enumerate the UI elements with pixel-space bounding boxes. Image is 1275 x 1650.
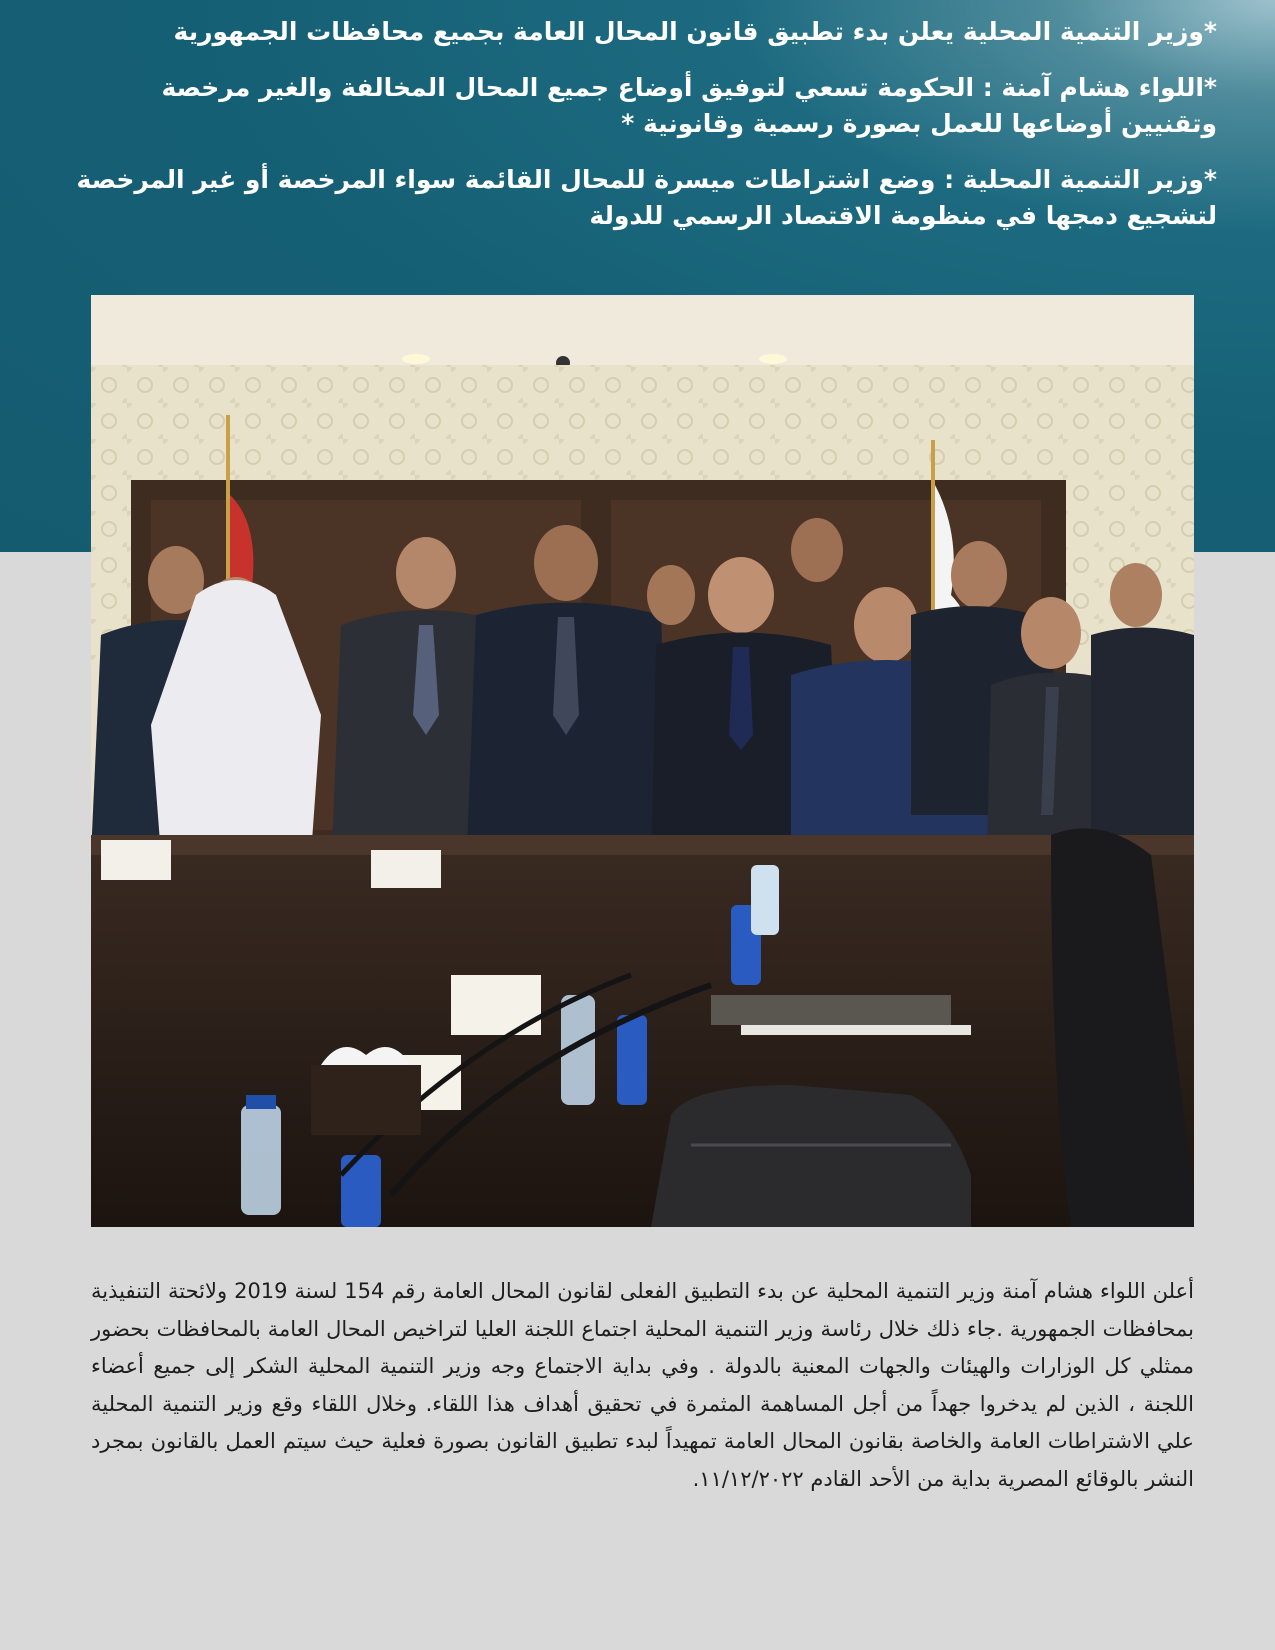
headline-1: *وزير التنمية المحلية يعلن بدء تطبيق قانون المحال العامة بجميع محافظات الجمهورية <box>173 17 1217 46</box>
headlines <box>60 14 1217 254</box>
headline-3: *وزير التنمية المحلية : وضع اشتراطات ميسرة للمحال القائمة سواء المرخصة أو غير المرخصة لتشجيع دمجها في منظومة الاقتصاد الرسمي للدولة <box>76 165 1217 230</box>
meeting-photo-illustration <box>91 295 1194 1227</box>
meeting-photo <box>91 295 1194 1227</box>
headline-2: *اللواء هشام آمنة : الحكومة تسعي لتوفيق أوضاع جميع المحال المخالفة والغير مرخصة وتقنيين أوضاعها للعمل بصورة رسمية وقانونية * <box>161 73 1217 138</box>
article-body: أعلن اللواء هشام آمنة وزير التنمية المحلية عن بدء التطبيق الفعلى لقانون المحال العامة رقم 154 لسنة 2019 ولائحتة التنفيذية بمحافظات الجمهورية .جاء ذلك خلال رئاسة وزير التنمية المحلية اجتماع اللجنة العليا لتراخيص المحال العامة بالمحافظات بحضور ممثلي كل الوزارات والهيئات والجهات المعنية بالدولة . وفي بداية الاجتماع وجه وزير التنمية المحلية الشكر إلى جميع أعضاء اللجنة ، الذين لم يدخروا جهداً من أجل المساهمة المثمرة في تحقيق أهداف هذا اللقاء. وخلال اللقاء وقع وزير التنمية المحلية علي الاشتراطات العامة والخاصة بقانون المحال العامة تمهيداً لبدء تطبيق القانون بصورة فعلية حيث سيتم العمل بالقانون بمجرد النشر بالوقائع المصرية بداية من الأحد القادم ١١/١٢/٢٠٢٢. <box>91 1279 1194 1491</box>
